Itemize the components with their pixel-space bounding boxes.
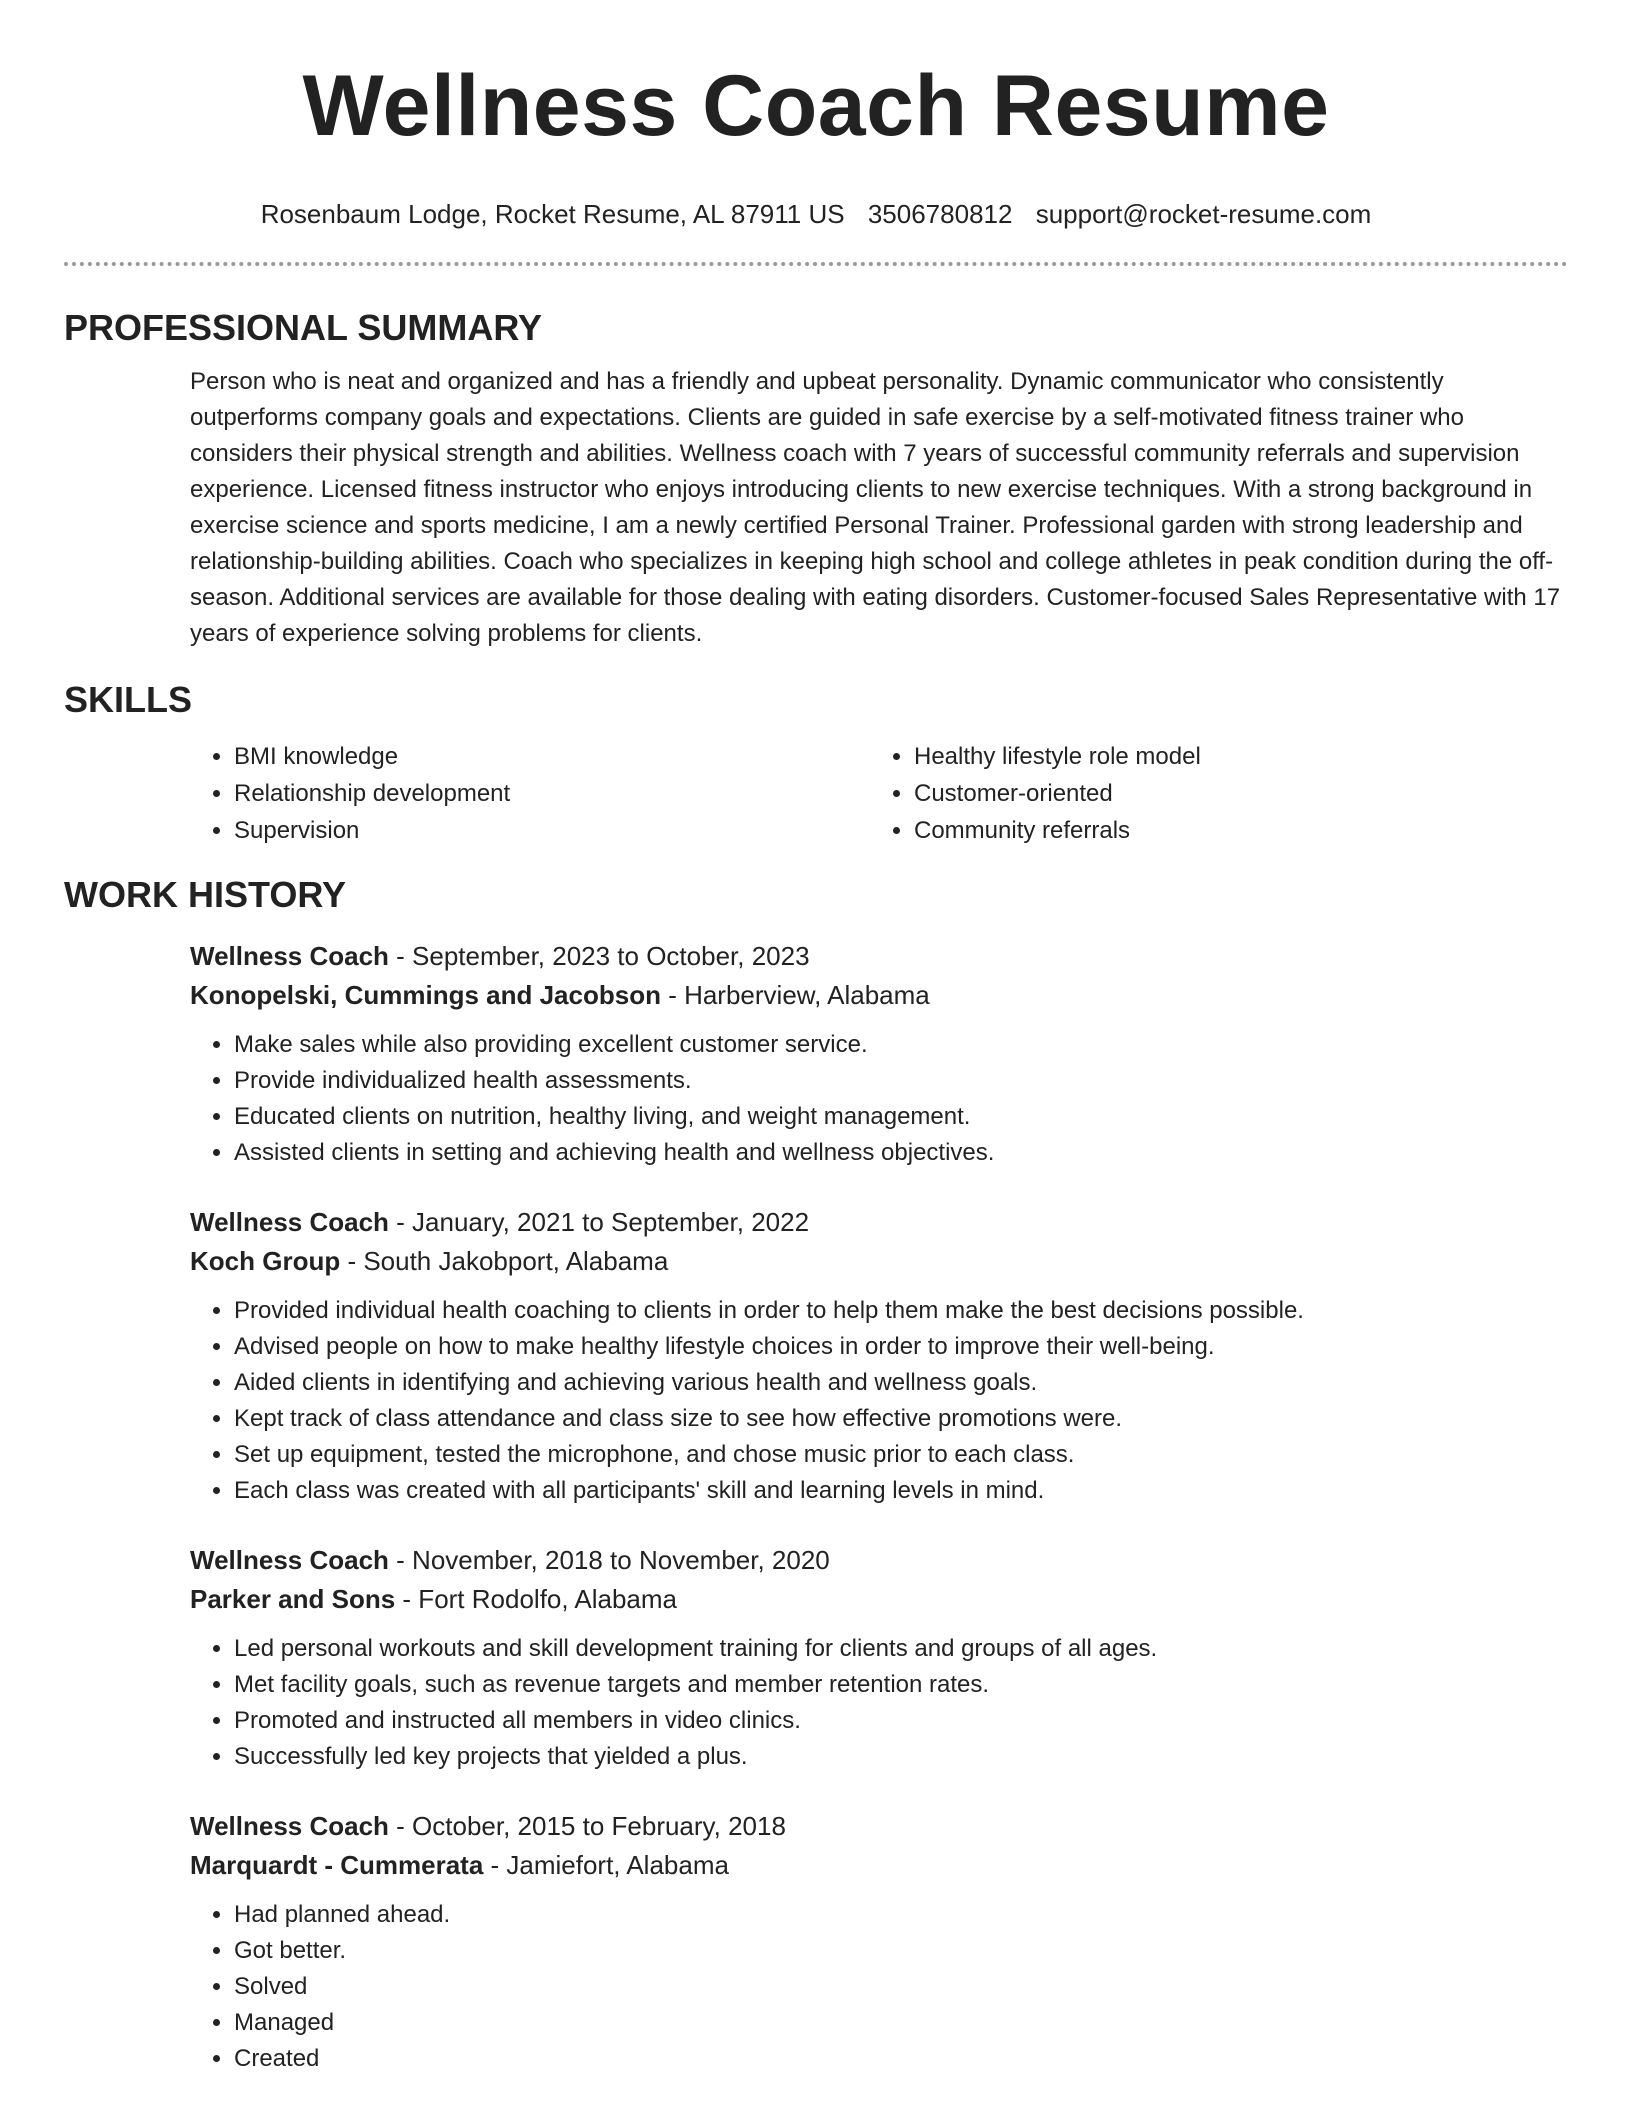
skill-item: • Healthy lifestyle role model [914, 738, 1550, 775]
job-location: - Harberview, Alabama [660, 980, 930, 1010]
job-location: - Jamiefort, Alabama [483, 1850, 729, 1880]
job-dates: - October, 2015 to February, 2018 [388, 1811, 786, 1841]
job-entry [190, 1541, 1568, 1775]
job-duty: • Successfully led key projects that yielded a plus. [234, 1739, 1568, 1775]
summary-paragraph: Person who is neat and organized and has a friendly and upbeat personality. Dynamic communicator who consistently outperforms company goals and expectations. Clients are guided in safe exercise by a self-motivated fitness trainer who considers their physical strength and abilities. Wellness coach with 7 years of successful community referrals and supervision experience. Licensed fitness instructor who enjoys introducing clients to new exercise techniques. With a strong background in exercise science and sports medicine, I am a newly certified Personal Trainer. Professional garden with strong leadership and relationship-building abilities. Coach who specializes in keeping high school and college athletes in peak condition during the off-season. Additional services are available for those dealing with eating disorders. Customer-focused Sales Representative with 17 years of experience solving problems for clients. [190, 368, 1561, 647]
resume-page [64, 0, 1568, 2077]
skills-section [64, 678, 1568, 849]
job-duties [190, 1293, 1568, 1509]
job-company-line [190, 1242, 1568, 1281]
job-duties [190, 1897, 1568, 2077]
job-dates: - November, 2018 to November, 2020 [388, 1545, 830, 1575]
skill-item: • Customer-oriented [914, 775, 1550, 812]
professional-summary-section [64, 306, 1568, 652]
job-location: - South Jakobport, Alabama [340, 1246, 669, 1276]
skill-item: • Community referrals [914, 812, 1550, 849]
section-heading-summary: PROFESSIONAL SUMMARY [64, 307, 543, 348]
job-duty: • Assisted clients in setting and achieving health and wellness objectives. [234, 1135, 1568, 1171]
job-duty: • Solved [234, 1969, 1568, 2005]
job-duty: • Kept track of class attendance and class size to see how effective promotions were. [234, 1401, 1568, 1437]
job-duties [190, 1631, 1568, 1775]
job-company-line [190, 976, 1568, 1015]
skill-item: • Supervision [234, 812, 870, 849]
job-duty: • Aided clients in identifying and achieving various health and wellness goals. [234, 1365, 1568, 1401]
job-company-line [190, 1580, 1568, 1619]
job-company: Marquardt - Cummerata [190, 1850, 484, 1880]
skill-item: • Relationship development [234, 775, 870, 812]
job-entry [190, 1203, 1568, 1509]
job-title-line [190, 1541, 1568, 1580]
job-role: Wellness Coach [190, 941, 389, 971]
job-duties [190, 1027, 1568, 1171]
job-role: Wellness Coach [190, 1207, 389, 1237]
job-duty: • Created [234, 2041, 1568, 2077]
contact-line [64, 198, 1568, 230]
job-title-line [190, 937, 1568, 976]
work-history-section [64, 873, 1568, 2077]
job-role: Wellness Coach [190, 1545, 389, 1575]
contact-phone: 3506780812 [867, 199, 1013, 229]
job-duty: • Set up equipment, tested the microphone, and chose music prior to each class. [234, 1437, 1568, 1473]
job-dates: - September, 2023 to October, 2023 [388, 941, 810, 971]
job-company: Konopelski, Cummings and Jacobson [190, 980, 661, 1010]
header-divider [64, 262, 1568, 266]
job-title-line [190, 1203, 1568, 1242]
skill-item: • BMI knowledge [234, 738, 870, 775]
job-dates: - January, 2021 to September, 2022 [388, 1207, 810, 1237]
contact-email: support@rocket-resume.com [1035, 199, 1372, 229]
job-company: Parker and Sons [190, 1584, 396, 1614]
job-duty: • Each class was created with all participants' skill and learning levels in mind. [234, 1473, 1568, 1509]
section-heading-skills: SKILLS [64, 679, 193, 720]
contact-address: Rosenbaum Lodge, Rocket Resume, AL 87911 US [260, 199, 845, 229]
job-title-line [190, 1807, 1568, 1846]
job-company-line [190, 1846, 1568, 1885]
job-duty: • Provided individual health coaching to clients in order to help them make the best decisions possible. [234, 1293, 1568, 1329]
job-location: - Fort Rodolfo, Alabama [395, 1584, 678, 1614]
job-duty: • Got better. [234, 1933, 1568, 1969]
job-duty: • Advised people on how to make healthy lifestyle choices in order to improve their well-being. [234, 1329, 1568, 1365]
job-company: Koch Group [190, 1246, 341, 1276]
resume-title: Wellness Coach Resume [302, 58, 1330, 154]
job-duty: • Promoted and instructed all members in video clinics. [234, 1703, 1568, 1739]
job-role: Wellness Coach [190, 1811, 389, 1841]
job-duty: • Make sales while also providing excellent customer service. [234, 1027, 1568, 1063]
job-duty: • Provide individualized health assessments. [234, 1063, 1568, 1099]
job-duty: • Led personal workouts and skill development training for clients and groups of all ages. [234, 1631, 1568, 1667]
job-duty: • Managed [234, 2005, 1568, 2041]
section-heading-work: WORK HISTORY [64, 874, 347, 915]
skills-column-right [870, 738, 1550, 849]
job-entry [190, 1807, 1568, 2077]
job-duty: • Educated clients on nutrition, healthy living, and weight management. [234, 1099, 1568, 1135]
job-duty: • Met facility goals, such as revenue targets and member retention rates. [234, 1667, 1568, 1703]
skills-column-left [190, 738, 870, 849]
skills-grid [190, 738, 1568, 849]
job-entry [190, 937, 1568, 1171]
job-duty: • Had planned ahead. [234, 1897, 1568, 1933]
